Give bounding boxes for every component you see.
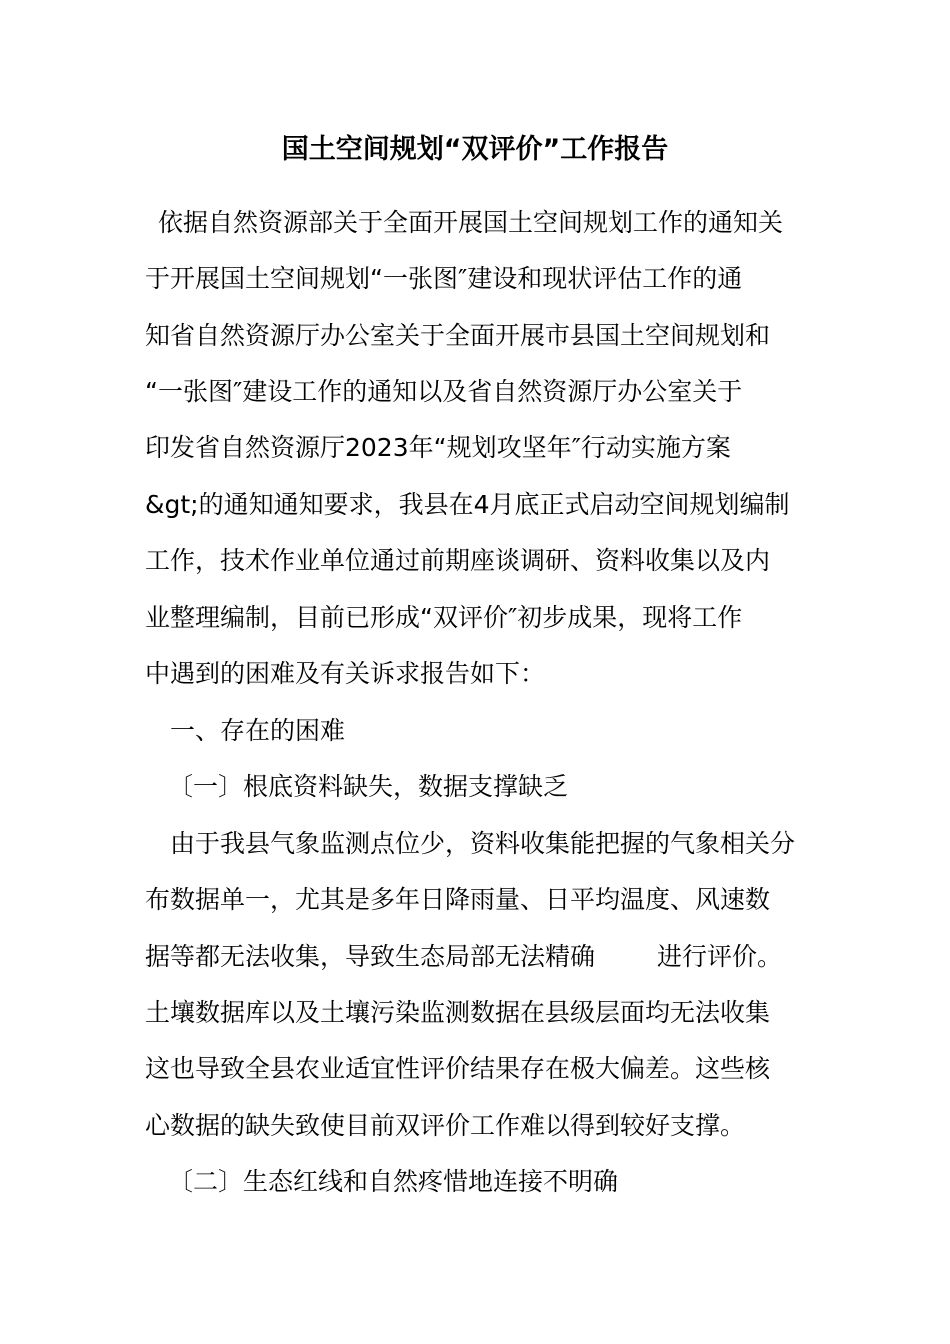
paragraph-line — [145, 937, 782, 977]
paragraph-line: 布数据单一，尤其是多年日降雨量、日平均温度、风速数 — [145, 885, 771, 914]
paragraph-line: 心数据的缺失致使目前双评价工作难以得到较好支撑。 — [145, 1111, 746, 1140]
paragraph-line: 中遇到的困难及有关诉求报告如下： — [145, 659, 546, 688]
paragraph-line: “一张图″建设工作的通知以及省自然资源厅办公室关于 — [145, 377, 743, 406]
paragraph-line: 业整理编制，目前已形成“双评价″初步成果，现将工作 — [145, 603, 743, 632]
subsection-heading: 〔二〕生态红线和自然疼惜地连接不明确 — [168, 1167, 619, 1196]
paragraph-line: 依据自然资源部关于全面开展国土空间规划工作的通知关 — [158, 208, 784, 237]
paragraph-text: 进行评价。 — [657, 942, 783, 971]
paragraph-line: 由于我县气象监测点位少，资料收集能把握的气象相关分 — [170, 829, 796, 858]
paragraph-line: 印发省自然资源厅2023年“规划攻坚年″行动实施方案 — [145, 433, 731, 462]
paragraph-line: 这也导致全县农业适宜性评价结果存在极大偏差。这些核 — [145, 1054, 771, 1083]
paragraph-line: 于开展国土空间规划“一张图″建设和现状评估工作的通 — [145, 264, 743, 293]
document-title: 国土空间规划“双评价”工作报告 — [281, 134, 669, 165]
paragraph-line: 土壤数据库以及土壤污染监测数据在县级层面均无法收集 — [145, 998, 771, 1027]
subsection-heading: 〔一〕根底资料缺失，数据支撑缺乏 — [168, 772, 569, 801]
section-heading: 一、存在的困难 — [170, 716, 346, 745]
paragraph-line: 知省自然资源厅办公室关于全面开展市县国土空间规划和 — [145, 321, 771, 350]
paragraph-line: &gt;的通知通知要求，我县在4月底正式启动空间规划编制 — [145, 490, 790, 519]
paragraph-text: 据等都无法收集，导致生态局部无法精确 — [145, 942, 596, 971]
paragraph-line: 工作，技术作业单位通过前期座谈调研、资料收集以及内 — [145, 546, 771, 575]
